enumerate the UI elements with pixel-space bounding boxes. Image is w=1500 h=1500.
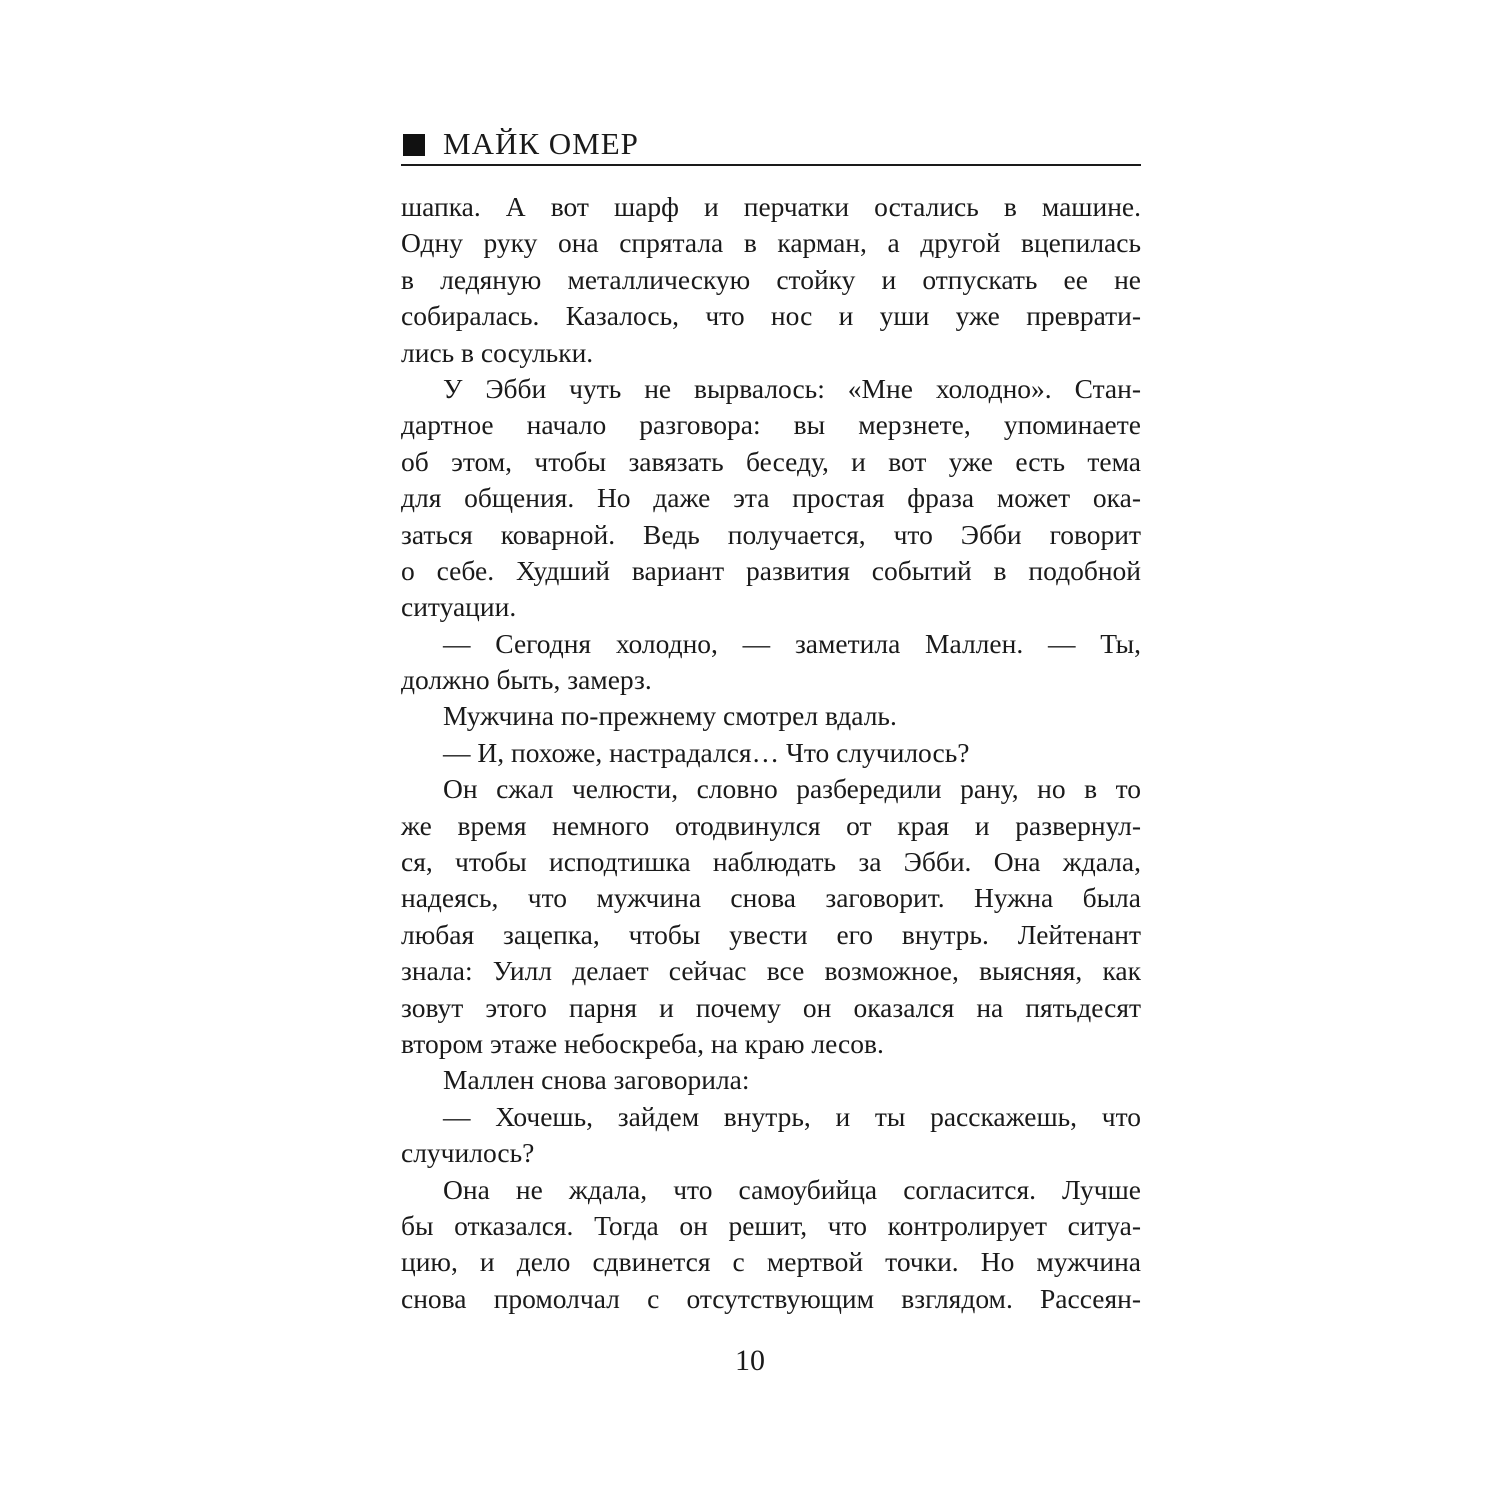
text-line: шапка. А вот шарф и перчатки остались в машине. — [401, 191, 1141, 222]
text-line: собиралась. Казалось, что нос и уши уже преврати- — [401, 300, 1141, 332]
text-line: же время немного отодвинулся от края и развернул- — [401, 809, 1141, 841]
body-text — [401, 189, 1141, 1317]
header-square-mark — [403, 134, 425, 156]
running-header — [401, 124, 1141, 166]
text-line: зовут этого парня и почему он оказался на пятьдесят — [401, 991, 1141, 1023]
text-line: Она не ждала, что самоубийца согласится. Лучше — [443, 1173, 1141, 1205]
text-line: Одну руку она спрятала в карман, а другой вцепилась — [401, 227, 1141, 259]
text-line: бы отказался. Тогда он решит, что контролирует ситуа- — [401, 1209, 1141, 1241]
text-line: Мужчина по-прежнему смотрел вдаль. — [443, 700, 897, 732]
text-line: дартное начало разговора: вы мерзнете, упоминаете — [401, 409, 1141, 441]
text-line: случилось? — [401, 1137, 535, 1169]
text-line: — И, похоже, настрадался… Что случилось? — [443, 736, 970, 768]
header-author-name: МАЙК ОМЕР — [443, 126, 639, 161]
text-line: ситуации. — [401, 591, 517, 623]
text-line: снова промолчал с отсутствующим взглядом. Рассеян- — [401, 1282, 1141, 1314]
text-line: Маллен снова заговорила: — [443, 1064, 750, 1096]
page-number: 10 — [735, 1344, 765, 1377]
text-line: надеясь, что мужчина снова заговорит. Нужна была — [401, 882, 1141, 914]
text-line: лись в сосульки. — [401, 336, 594, 368]
text-line: об этом, чтобы завязать беседу, и вот уже есть тема — [401, 445, 1141, 477]
text-line: в ледяную металлическую стойку и отпускать ее не — [401, 263, 1141, 295]
text-line: знала: Уилл делает сейчас все возможное, выясняя, как — [401, 955, 1141, 987]
text-line: Он сжал челюсти, словно разбередили рану, но в то — [443, 773, 1141, 805]
text-line: У Эбби чуть не вырвалось: «Мне холодно». Стан- — [443, 372, 1141, 404]
text-line: — Хочешь, зайдем внутрь, и ты расскажешь, что — [443, 1100, 1141, 1132]
text-line: цию, и дело сдвинется с мертвой точки. Но мужчина — [401, 1246, 1141, 1278]
text-line: — Сегодня холодно, — заметила Маллен. — Ты, — [443, 627, 1141, 659]
text-line: ся, чтобы исподтишка наблюдать за Эбби. Она ждала, — [401, 846, 1141, 878]
text-line: любая зацепка, чтобы увести его внутрь. Лейтенант — [401, 918, 1141, 950]
text-line: о себе. Худший вариант развития событий в подобной — [401, 554, 1141, 586]
text-line: заться коварной. Ведь получается, что Эбби говорит — [401, 518, 1141, 550]
text-line: втором этаже небоскреба, на краю лесов. — [401, 1027, 884, 1059]
text-line: должно быть, замерз. — [401, 664, 652, 696]
text-line: для общения. Но даже эта простая фраза может ока- — [401, 482, 1141, 514]
